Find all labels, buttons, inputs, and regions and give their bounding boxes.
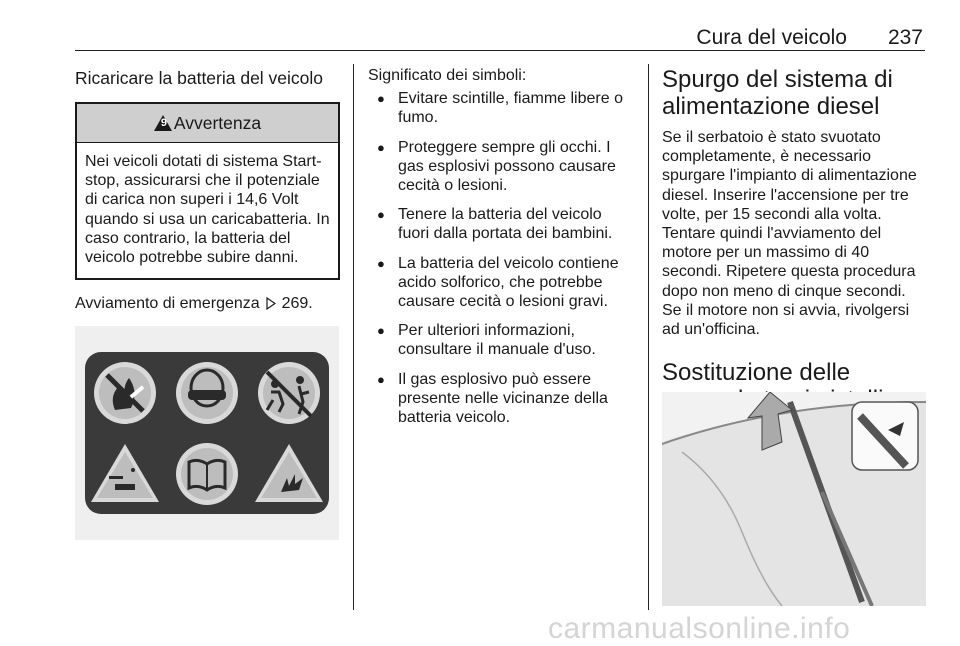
column-divider <box>648 64 649 610</box>
list-item: ● Per ulteriori informazioni, consultare il manuale d'uso. <box>368 321 636 359</box>
manual-icon <box>176 443 238 505</box>
diesel-bleeding-heading: Spurgo del sistema di alimentazione diesel <box>662 66 893 120</box>
page-header <box>75 0 925 52</box>
battery-charge-heading: Ricaricare la batteria del veicolo <box>75 68 324 88</box>
symbols-intro: Significato dei simboli: <box>368 67 527 84</box>
list-item: ● Il gas esplosivo può essere presente nelle vicinanze della batteria veicolo. <box>368 370 636 428</box>
wiper-replacement-heading: Sostituzione delle <box>662 359 851 387</box>
list-item: ● Proteggere sempre gli occhi. I gas esplosivi possono causare cecità o lesioni. <box>368 138 636 196</box>
diesel-bleeding-text: Se il serbatoio è stato svuotato completamente, è necessario spurgare l'impianto di alimentazione diesel. Inserire l'accensione per tre volte, per 15 secondi alla volta. Tentare quindi l'avviamento del motore per un massimo di 40 secondi. Ripetere questa procedura dopo non meno di cinque secondi. Se il motore non si avvia, rivolgersi ad un'officina. <box>662 129 917 339</box>
jump-start-reference: Avviamento di emergenza 269. <box>75 295 313 313</box>
warning-title: Avvertenza <box>173 112 262 133</box>
page-number: 237 <box>887 26 923 49</box>
warning-label-card <box>85 352 329 514</box>
no-flame-icon <box>94 362 156 424</box>
column-2 <box>368 60 636 437</box>
warning-text: Nei veicoli dotati di sistema Start-stop, assicurarsi che il potenziale di carica non superi i 14,6 Volt quando si usa un caricabatteria. In caso contrario, la batteria del veicolo potrebbe subire danni. <box>85 153 330 267</box>
list-item: ● Evitare scintille, fiamme libere o fumo. <box>368 89 636 127</box>
jump-page-link[interactable]: 269. <box>281 295 313 313</box>
symbol-list <box>368 89 636 427</box>
arrow-reference-icon <box>266 297 275 309</box>
explosion-hazard-icon <box>255 444 323 502</box>
warning-triangle-icon: 9 <box>154 115 172 131</box>
keep-away-children-icon <box>258 362 320 424</box>
column-1 <box>75 60 340 357</box>
detail-inset <box>852 402 918 470</box>
section-title: Cura del veicolo <box>696 26 847 49</box>
wiper-blade-figure <box>662 392 926 606</box>
warning-label-figure <box>75 326 339 540</box>
warning-header <box>77 104 338 143</box>
watermark: carmanualsonline.info <box>548 612 851 645</box>
list-item: ● Tenere la batteria del veicolo fuori dalla portata dei bambini. <box>368 205 636 243</box>
eye-protection-icon <box>176 362 238 424</box>
acid-hazard-icon <box>91 444 159 502</box>
warning-box <box>75 102 340 280</box>
column-3 <box>662 60 927 421</box>
header-rule <box>75 50 925 51</box>
column-divider <box>353 64 354 610</box>
list-item: ● La batteria del veicolo contiene acido solforico, che potrebbe causare cecità o lesioni gravi. <box>368 254 636 312</box>
